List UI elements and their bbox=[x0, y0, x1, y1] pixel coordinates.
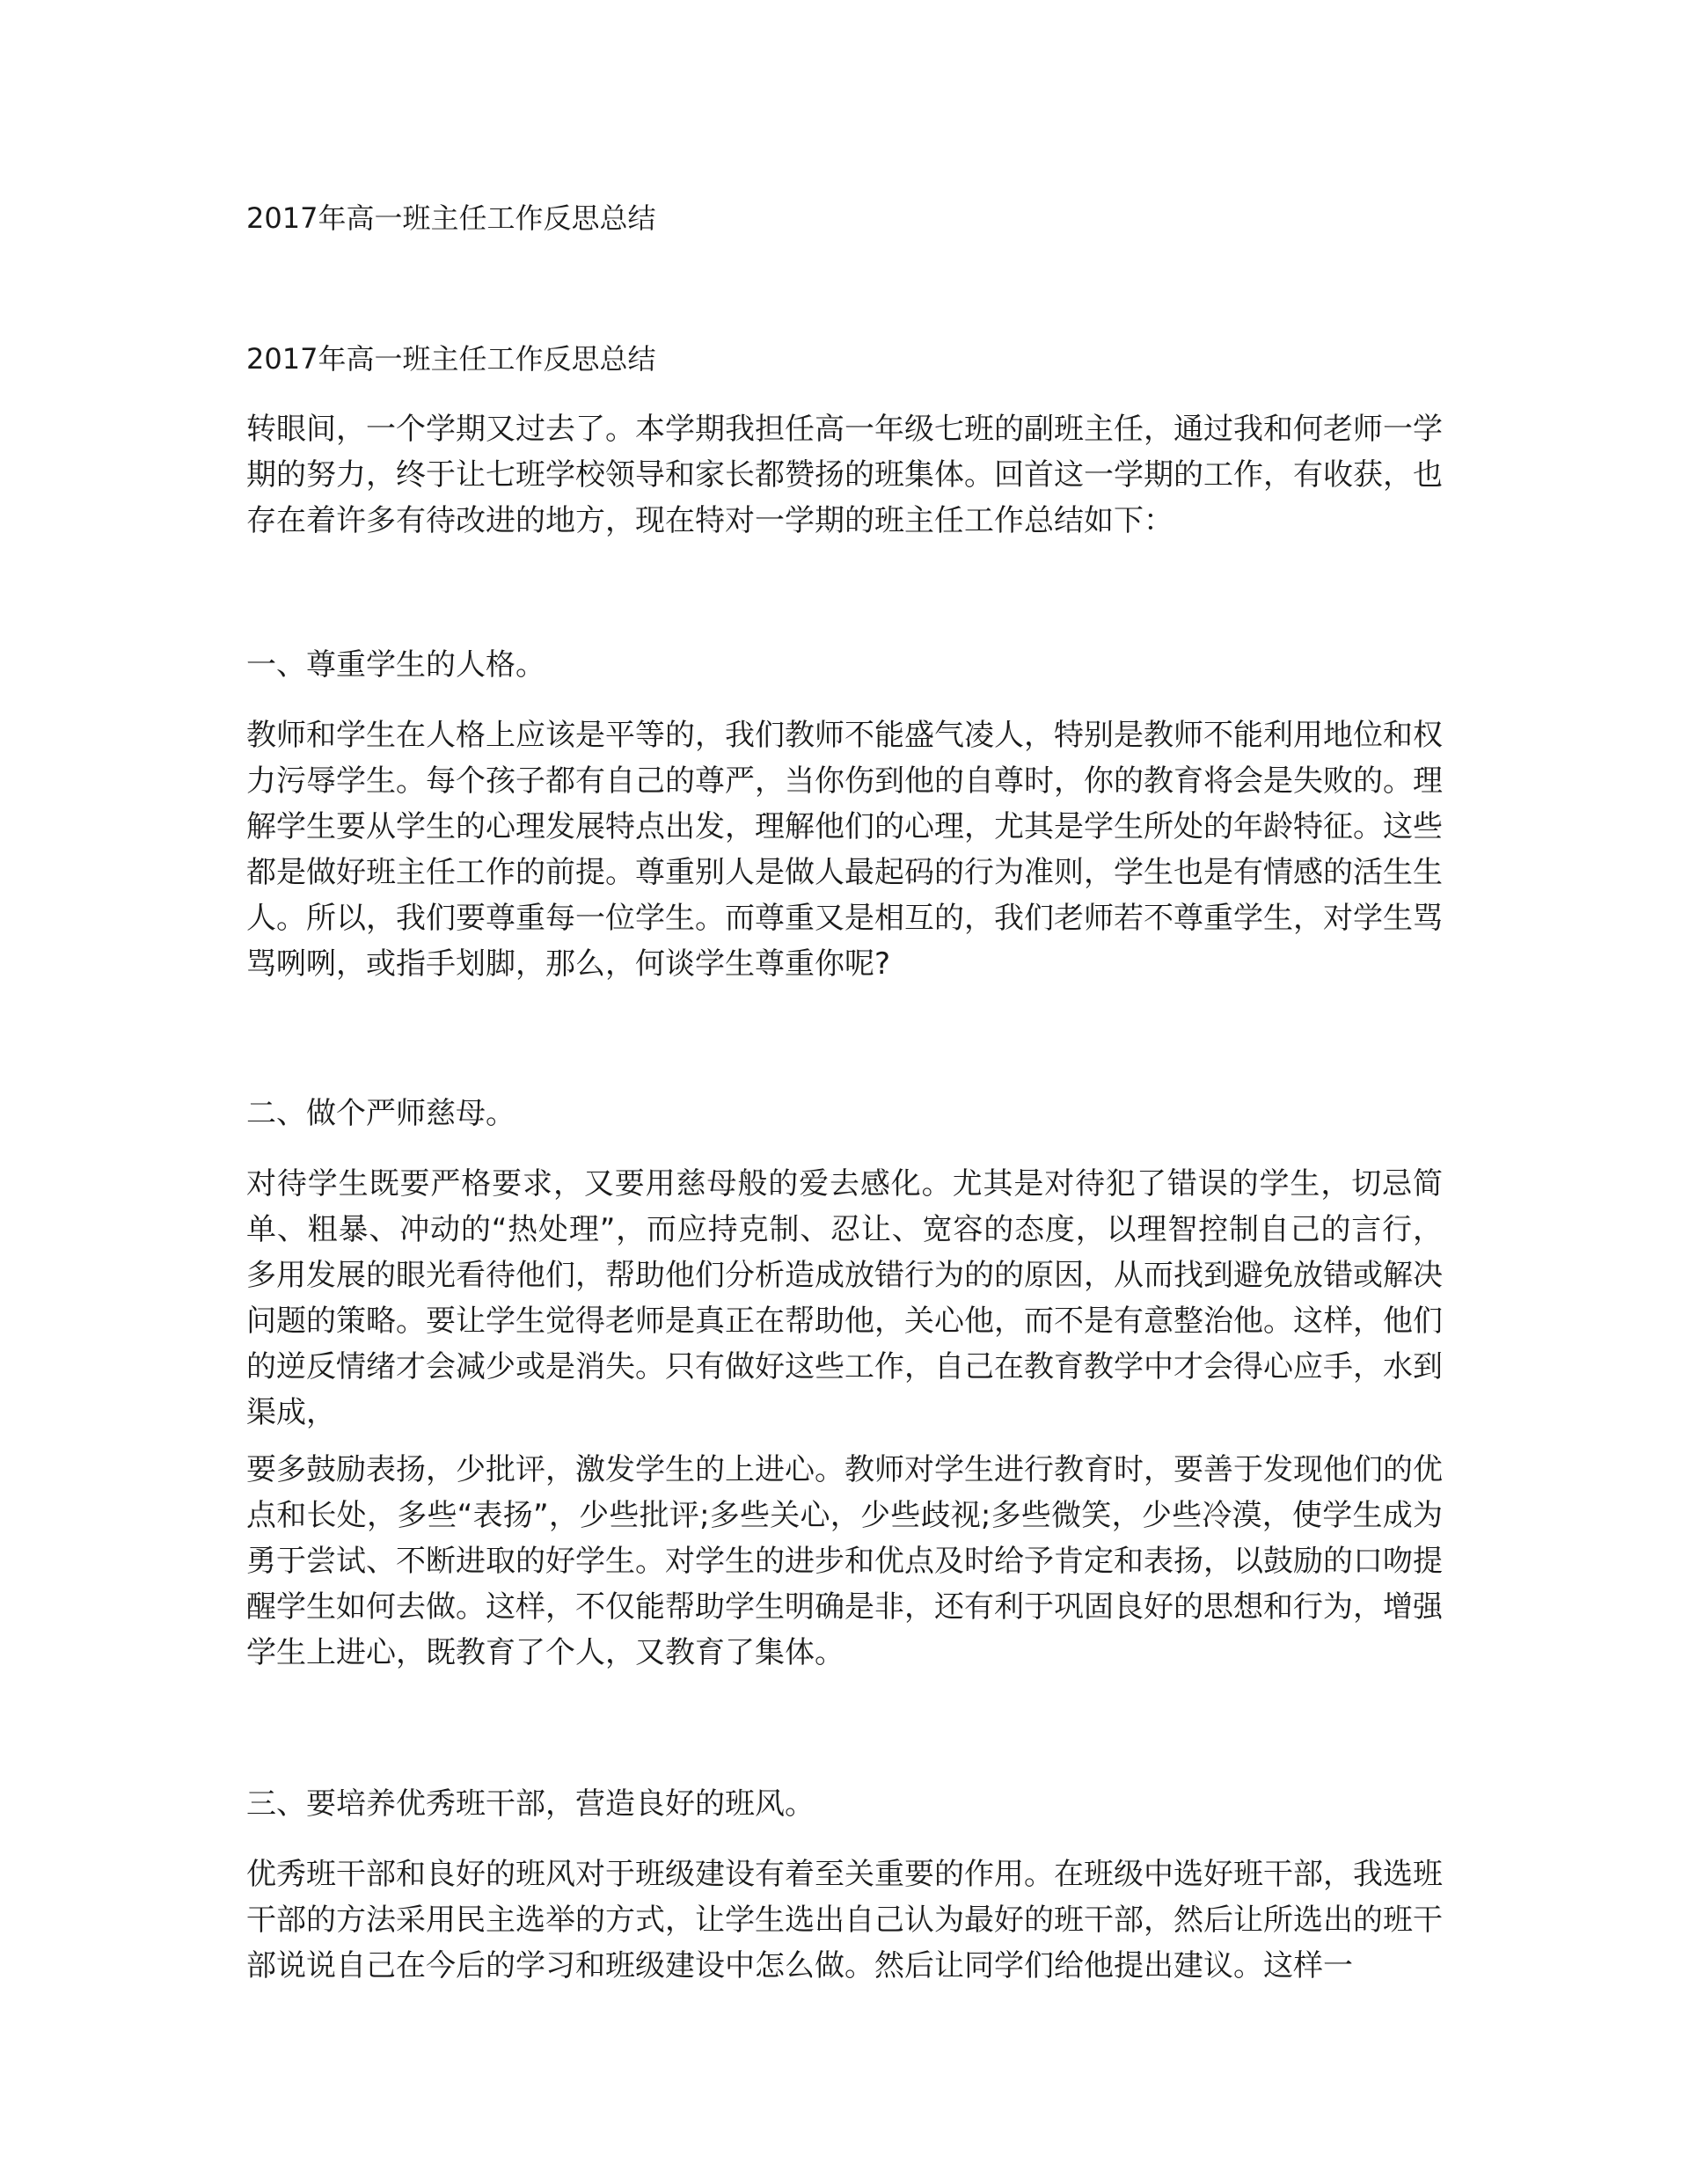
document-title: 2017年高一班主任工作反思总结 bbox=[246, 342, 656, 376]
document-page bbox=[246, 0, 1443, 2184]
document-header-title: 2017年高一班主任工作反思总结 bbox=[246, 201, 656, 235]
section-heading-1: 一、尊重学生的人格。 bbox=[246, 647, 545, 683]
section-heading-3: 三、要培养优秀班干部，营造良好的班风。 bbox=[246, 1786, 815, 1822]
section-heading-2: 二、做个严师慈母。 bbox=[246, 1096, 515, 1131]
section-1-paragraph-1: 教师和学生在人格上应该是平等的，我们教师不能盛气凌人，特别是教师不能利用地位和权力污辱学生。每个孩子都有自己的尊严，当你伤到他的自尊时，你的教育将会是失败的。理解学生要从学生的心理发展特点出发，理解他们的心理，尤其是学生所处的年龄特征。这些都是做好班主任工作的前提。尊重别人是做人最起码的行为准则，学生也是有情感的活生生人。所以，我们要尊重每一位学生。而尊重又是相互的，我们老师若不尊重学生，对学生骂骂咧咧，或指手划脚，那么，何谈学生尊重你呢? bbox=[246, 718, 1443, 982]
intro-paragraph: 转眼间，一个学期又过去了。本学期我担任高一年级七班的副班主任，通过我和何老师一学期的努力，终于让七班学校领导和家长都赞扬的班集体。回首这一学期的工作，有收获，也存在着许多有待改进的地方，现在特对一学期的班主任工作总结如下： bbox=[246, 412, 1443, 538]
section-3-paragraph-1: 优秀班干部和良好的班风对于班级建设有着至关重要的作用。在班级中选好班干部，我选班干部的方法采用民主选举的方式，让学生选出自己认为最好的班干部，然后让所选出的班干部说说自己在今后的学习和班级建设中怎么做。然后让同学们给他提出建议。这样一 bbox=[246, 1857, 1443, 1983]
section-2-paragraph-1: 对待学生既要严格要求，又要用慈母般的爱去感化。尤其是对待犯了错误的学生，切忌简单、粗暴、冲动的“热处理”，而应持克制、忍让、宽容的态度，以理智控制自己的言行，多用发展的眼光看待他们，帮助他们分析造成放错行为的的原因，从而找到避免放错或解决问题的策略。要让学生觉得老师是真正在帮助他，关心他，而不是有意整治他。这样，他们的逆反情绪才会减少或是消失。只有做好这些工作，自己在教育教学中才会得心应手，水到渠成， bbox=[246, 1166, 1443, 1430]
section-2-paragraph-2: 要多鼓励表扬，少批评，激发学生的上进心。教师对学生进行教育时，要善于发现他们的优点和长处，多些“表扬”，少些批评;多些关心，少些歧视;多些微笑，少些冷漠，使学生成为勇于尝试、不断进取的好学生。对学生的进步和优点及时给予肯定和表扬，以鼓励的口吻提醒学生如何去做。这样，不仅能帮助学生明确是非，还有利于巩固良好的思想和行为，增强学生上进心，既教育了个人，又教育了集体。 bbox=[246, 1452, 1443, 1670]
